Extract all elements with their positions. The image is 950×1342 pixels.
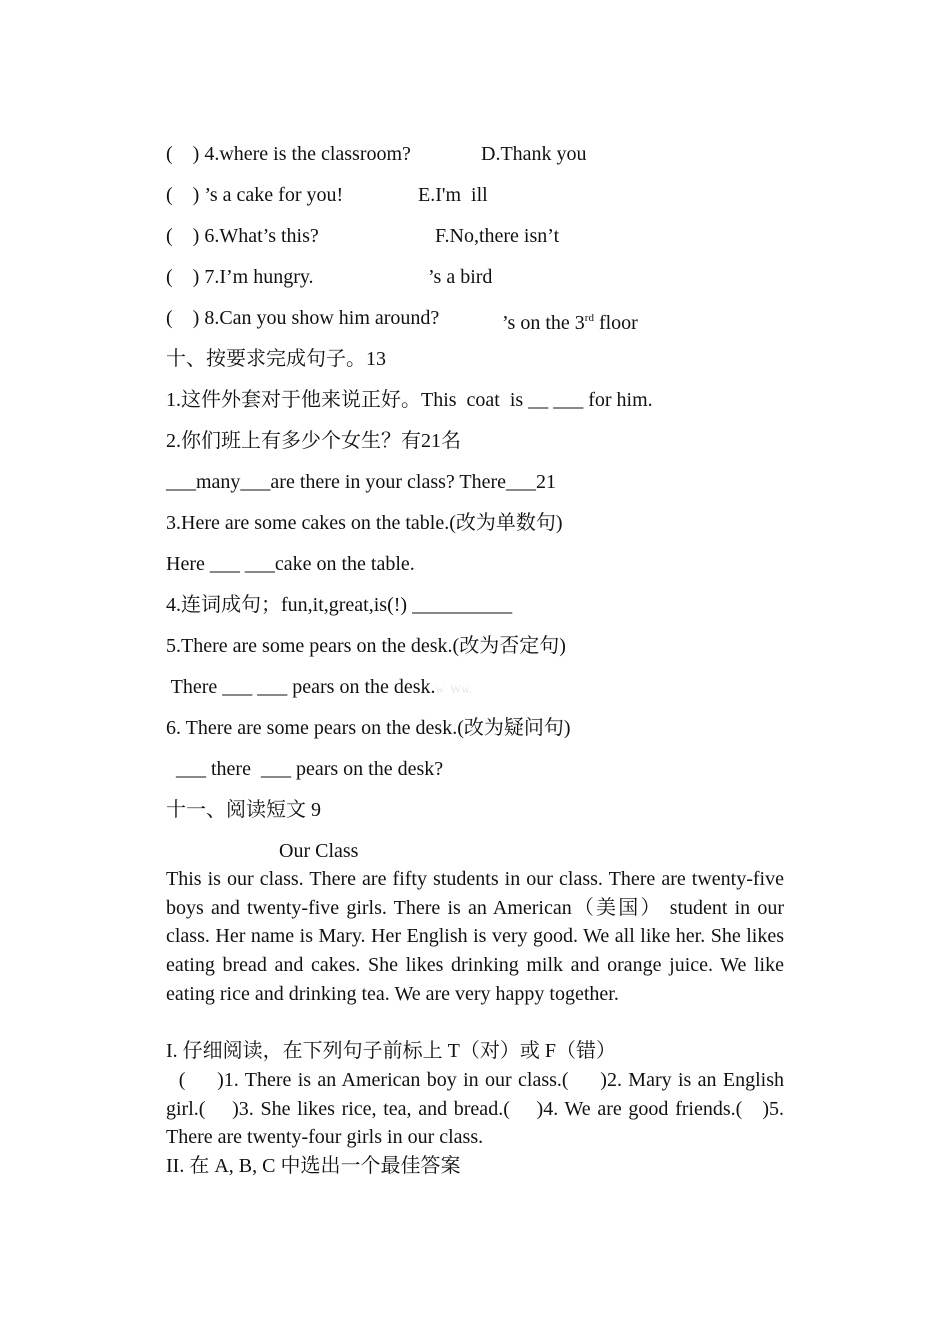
matching-left-5: ( ) ’s a cake for you! bbox=[166, 184, 344, 206]
matching-left-7: ( ) 7.I’m hungry. bbox=[166, 266, 314, 288]
section-10-line-7: 5.There are some pears on the desk.(改为否定句) bbox=[166, 635, 566, 657]
true-false-items: ( )1. There is an American boy in our class.( )2. Mary is an English girl.( )3. She likes rice, tea, and bread.( )4. We are good friends.( )5. There are twenty-four girls in our class. bbox=[166, 1069, 789, 1149]
matching-right-g: ’s a bird bbox=[428, 266, 493, 288]
passage-title: Our Class bbox=[279, 840, 359, 862]
section-10-heading: 十、按要求完成句子。13 bbox=[166, 348, 386, 370]
section-10-line-1: 1.这件外套对于他来说正好。This coat is __ ___ for him. bbox=[166, 389, 653, 411]
matching-right-h bbox=[502, 306, 638, 335]
section-11-heading: 十一、阅读短文 9 bbox=[166, 799, 321, 821]
matching-left-8: ( ) 8.Can you show him around? bbox=[166, 307, 440, 329]
section-10-line-3: ___many___are there in your class? There___21 bbox=[166, 471, 557, 493]
matching-right-e: E.I'm ill bbox=[418, 184, 488, 206]
section-10-line-8 bbox=[166, 675, 472, 701]
section-10-line-9: 6. There are some pears on the desk.(改为疑问句) bbox=[166, 717, 571, 739]
watermark-text: w Ww. bbox=[435, 682, 473, 696]
section-10-line-5: Here ___ ___cake on the table. bbox=[166, 553, 415, 575]
ordinal-superscript: rd bbox=[584, 312, 594, 324]
matching-right-f: F.No,there isn’t bbox=[435, 225, 560, 247]
part-2-heading: II. 在 A, B, C 中选出一个最佳答案 bbox=[166, 1155, 461, 1177]
reading-passage: This is our class. There are fifty students in our class. There are twenty-five boys and twenty-five girls. There is an American（美国） student in our class. Her name is Mary. Her English is very good. We all like her. She likes eating bread and cakes. She likes drinking milk and orange juice. We like eating rice and drinking tea. We are very happy together. bbox=[166, 868, 784, 1005]
matching-left-4: ( ) 4.where is the classroom? bbox=[166, 143, 411, 165]
matching-left-6: ( ) 6.What’s this? bbox=[166, 225, 319, 247]
section-10-line-2: 2.你们班上有多少个女生？有21名 bbox=[166, 430, 461, 452]
section-10-line-10: ___ there ___ pears on the desk? bbox=[166, 758, 444, 780]
section-10-line-6: 4.连词成句；fun,it,great,is(!) __________ bbox=[166, 594, 513, 616]
section-10-line-8-text: There ___ ___ pears on the desk. bbox=[166, 676, 436, 698]
section-10-line-4: 3.Here are some cakes on the table.(改为单数句) bbox=[166, 512, 563, 534]
matching-right-h-suffix: floor bbox=[593, 312, 638, 334]
matching-right-h-prefix: ’s on the 3 bbox=[502, 312, 585, 334]
matching-right-d: D.Thank you bbox=[481, 143, 587, 165]
part-1-heading: I. 仔细阅读，在下列句子前标上 T（对）或 F（错） bbox=[166, 1040, 616, 1062]
